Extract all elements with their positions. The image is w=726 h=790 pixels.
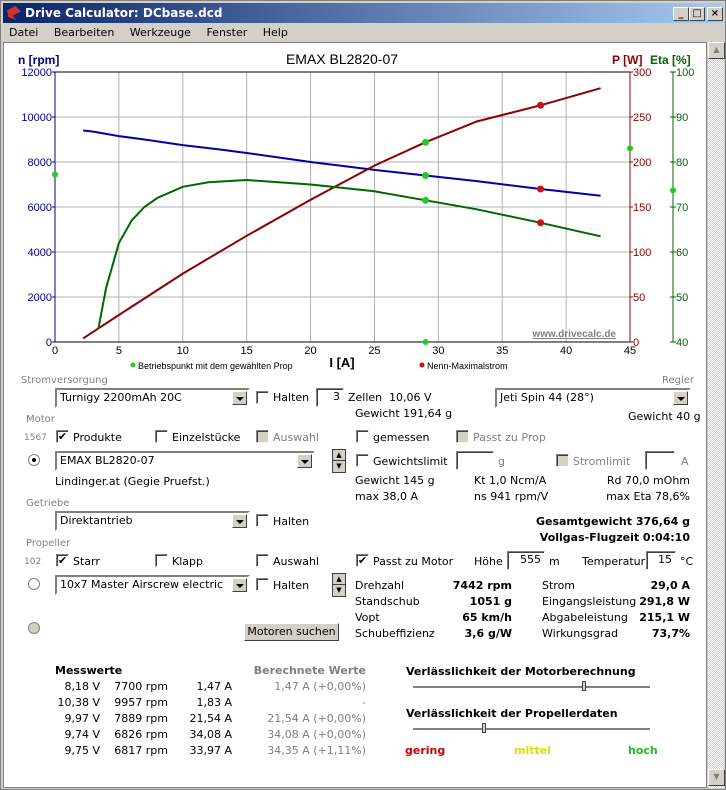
section-label-gearbox: Getriebe	[26, 498, 70, 509]
extra-radio[interactable]	[28, 622, 40, 634]
result-label: Strom	[542, 579, 576, 592]
result-value: 3,6 g/W	[464, 627, 512, 640]
arrow-down-icon[interactable]: ▼	[336, 462, 342, 470]
prop-reliability-label: Verlässlichkeit der Propellerdaten	[406, 707, 618, 720]
series-line	[83, 131, 601, 196]
menu-werkzeuge[interactable]: Werkzeuge	[129, 26, 191, 39]
motor-measured-checkbox[interactable]	[356, 430, 369, 443]
altitude-unit: m	[549, 555, 560, 568]
menu-datei[interactable]: Datei	[9, 26, 39, 39]
menu-bearbeiten[interactable]: Bearbeiten	[53, 26, 115, 39]
operating-point-marker	[422, 172, 429, 179]
motor-reliability-thumb[interactable]	[582, 681, 586, 691]
y-tick-label-rpm: 12000	[21, 67, 52, 79]
total-weight: Gesamtgewicht 376,64 g	[535, 515, 690, 528]
motor-fits-prop-label: Passt zu Prop	[473, 431, 546, 444]
calculated-header: Berechnete Werte	[253, 664, 366, 677]
y-tick-label-eta: 80	[676, 157, 689, 169]
result-label: Vopt	[355, 611, 380, 624]
measurement-rpm: 6817 rpm	[114, 744, 168, 757]
motor-rd: Rd 70,0 mOhm	[606, 474, 690, 487]
menu-fenster[interactable]: Fenster	[206, 26, 248, 39]
motor-max-eta: max Eta 78,6%	[606, 490, 690, 503]
arrow-up-icon[interactable]: ▲	[333, 574, 345, 585]
propeller-count: 102	[24, 557, 42, 567]
x-tick-label: 10	[176, 345, 189, 357]
motor-value: EMAX BL2820-07	[60, 454, 155, 467]
measurement-calc: 34,08 A (+0,00%)	[267, 728, 366, 741]
y-axis-label-eta: Eta [%]	[650, 53, 691, 67]
temperature-label: Temperatur	[582, 555, 646, 568]
prop-selection-checkbox[interactable]	[256, 554, 269, 567]
controller-select[interactable]	[495, 388, 691, 408]
y-tick-label-power: 50	[633, 292, 646, 304]
operating-point-marker	[422, 139, 429, 146]
measurement-v: 8,18 V	[64, 680, 100, 693]
result-value: 291,8 W	[639, 595, 690, 608]
section-label-power: Stromversorgung	[21, 375, 108, 386]
motor-fits-prop-checkbox[interactable]	[456, 430, 469, 443]
measurement-rpm: 7889 rpm	[114, 712, 168, 725]
y-tick-label-eta: 50	[676, 292, 689, 304]
motor-selection-label: Auswahl	[273, 431, 319, 444]
y-tick-label-eta: 90	[676, 112, 689, 124]
y-tick-label-power: 300	[633, 67, 652, 79]
menu-bar	[3, 23, 723, 42]
current-limit-checkbox[interactable]	[556, 454, 569, 467]
x-tick-label: 5	[115, 345, 122, 357]
result-value: 29,0 A	[650, 579, 690, 592]
arrow-down-icon[interactable]: ▼	[336, 586, 342, 594]
max-current-marker	[537, 186, 544, 193]
measurement-a: 1,83 A	[196, 696, 232, 709]
series-line	[98, 180, 600, 329]
result-label: Standschub	[355, 595, 420, 608]
weight-limit-input[interactable]	[456, 451, 494, 470]
prop-selection-label: Auswahl	[273, 555, 319, 568]
result-label: Wirkungsgrad	[542, 627, 619, 640]
measurements-header: Messwerte	[55, 664, 123, 677]
measurement-calc: 1,47 A (+0,00%)	[274, 680, 366, 693]
y-tick-label-rpm: 2000	[27, 292, 52, 304]
prop-reliability-thumb[interactable]	[482, 723, 486, 733]
measurement-rpm: 6826 rpm	[114, 728, 168, 741]
propeller-select[interactable]	[55, 575, 250, 595]
weight-limit-unit: g	[498, 455, 505, 468]
performance-chart	[4, 43, 707, 383]
x-tick-label: 30	[432, 345, 445, 357]
legend-dot-operating-point	[131, 363, 136, 368]
y-axis-label-power: P [W]	[612, 53, 643, 67]
axis-marker-rpm	[52, 172, 58, 178]
result-value: 215,1 W	[639, 611, 690, 624]
altitude-label: Höhe	[474, 555, 503, 568]
propeller-spinner[interactable]	[332, 573, 346, 597]
motor-measured-label: gemessen	[373, 431, 430, 444]
motor-radio[interactable]	[28, 454, 40, 466]
legend-operating-point: Betriebspunkt mit dem gewählten Prop	[138, 361, 293, 371]
x-tick-label: 25	[368, 345, 381, 357]
y-tick-label-eta: 100	[676, 67, 695, 79]
motor-ns: ns 941 rpm/V	[474, 490, 549, 503]
result-label: Schubeffizienz	[355, 627, 435, 640]
y-tick-label-power: 200	[633, 157, 652, 169]
close-button[interactable]: ×	[707, 7, 723, 21]
app-icon	[7, 6, 21, 20]
prop-folding-label: Klapp	[172, 555, 203, 568]
chevron-down-icon[interactable]	[232, 514, 247, 528]
gearbox-select[interactable]	[55, 511, 250, 531]
prop-rigid-checkbox[interactable]: ✔	[57, 554, 68, 567]
motor-select[interactable]	[55, 451, 315, 471]
section-label-propeller: Propeller	[26, 538, 71, 549]
y-tick-label-rpm: 6000	[27, 202, 52, 214]
result-label: Drehzahl	[355, 579, 405, 592]
y-tick-label-power: 100	[633, 247, 652, 259]
altitude-input[interactable]: 555	[507, 551, 545, 570]
y-axis-label-rpm: n [rpm]	[18, 53, 60, 67]
y-tick-label-rpm: 10000	[21, 112, 52, 124]
x-tick-label: 0	[51, 345, 59, 357]
axis-marker-eta	[670, 187, 676, 193]
window-title: Drive Calculator: DCbase.dcd	[25, 6, 223, 20]
flight-time: Vollgas-Flugzeit 0:04:10	[539, 531, 690, 544]
result-value: 73,7%	[651, 627, 690, 640]
battery-weight: Gewicht 191,64 g	[355, 407, 453, 420]
axis-marker-power	[627, 145, 633, 151]
prop-hold-checkbox[interactable]	[256, 578, 269, 591]
title-bar[interactable]	[3, 3, 723, 23]
legend-dot-max-current	[420, 363, 425, 368]
motor-products-label: Produkte	[73, 431, 122, 444]
minimize-button[interactable]: _	[673, 7, 689, 21]
measurement-rpm: 7700 rpm	[114, 680, 168, 693]
measurement-v: 9,74 V	[64, 728, 100, 741]
motor-kt: Kt 1,0 Ncm/A	[474, 474, 547, 487]
prop-rigid-label: Starr	[73, 555, 100, 568]
motor-source: Lindinger.at (Gegie Pruefst.)	[55, 475, 210, 488]
y-tick-label-eta: 70	[676, 202, 689, 214]
motor-reliability-slider[interactable]	[413, 686, 650, 689]
gearbox-value: Direktantrieb	[60, 514, 133, 527]
y-tick-label-rpm: 0	[45, 337, 52, 349]
chevron-down-icon[interactable]	[232, 391, 247, 405]
measurement-calc: -	[362, 696, 366, 709]
max-current-marker	[537, 102, 544, 109]
measurement-rpm: 9957 rpm	[114, 696, 168, 709]
x-tick-label: 40	[559, 345, 573, 357]
measurement-a: 21,54 A	[189, 712, 232, 725]
battery-voltage: 10,06 V	[389, 391, 432, 404]
motor-count: 1567	[24, 433, 47, 443]
y-tick-label-eta: 60	[676, 247, 689, 259]
prop-hold-label: Halten	[273, 579, 310, 592]
cells-label: Zellen	[348, 391, 383, 404]
measurement-a: 33,97 A	[189, 744, 232, 757]
prop-fits-motor-label: Passt zu Motor	[373, 555, 454, 568]
weight-limit-checkbox[interactable]	[356, 454, 369, 467]
result-label: Eingangsleistung	[542, 595, 637, 608]
motor-max-current: max 38,0 A	[355, 490, 418, 503]
scroll-down-button[interactable]: ▼	[708, 769, 725, 786]
measurement-a: 34,08 A	[189, 728, 232, 741]
reliability-high-label: hoch	[628, 744, 658, 757]
x-tick-label: 45	[623, 345, 637, 357]
current-limit-label: Stromlimit	[573, 455, 631, 468]
y-tick-label-power: 250	[633, 112, 652, 124]
result-value: 1051 g	[469, 595, 512, 608]
x-tick-label: 15	[240, 345, 253, 357]
reliability-low-label: gering	[405, 744, 446, 757]
chevron-down-icon[interactable]	[673, 391, 688, 405]
series-line	[83, 88, 601, 338]
motor-weight: Gewicht 145 g	[355, 474, 435, 487]
motor-spinner[interactable]	[332, 449, 346, 473]
operating-point-marker	[422, 197, 429, 204]
battery-value: Turnigy 2200mAh 20C	[60, 391, 182, 404]
current-limit-input[interactable]	[645, 451, 675, 470]
legend-max-current: Nenn-Maximalstrom	[427, 361, 508, 371]
propeller-radio[interactable]	[28, 578, 40, 590]
result-value: 65 km/h	[462, 611, 512, 624]
chart-title: EMAX BL2820-07	[285, 51, 399, 67]
search-motors-button[interactable]: Motoren suchen	[244, 623, 339, 641]
y-tick-label-eta: 40	[676, 337, 689, 349]
motor-single-checkbox[interactable]	[155, 430, 168, 443]
prop-folding-checkbox[interactable]	[155, 554, 168, 567]
axis-marker-current	[423, 339, 429, 345]
max-current-marker	[537, 219, 544, 226]
battery-hold-label: Halten	[273, 391, 310, 404]
cells-input[interactable]: 3	[316, 388, 344, 407]
controller-value: Jeti Spin 44 (28°)	[500, 391, 594, 404]
chevron-down-icon[interactable]	[297, 454, 312, 468]
measurement-calc: 34,35 A (+1,11%)	[267, 744, 366, 757]
weight-limit-label: Gewichtslimit	[373, 455, 448, 468]
prop-fits-motor-checkbox[interactable]: ✔	[357, 554, 368, 567]
vertical-scrollbar[interactable]	[707, 42, 724, 788]
scroll-up-button[interactable]: ▲	[708, 42, 725, 59]
maximize-button[interactable]: □	[689, 7, 705, 21]
x-tick-label: 20	[304, 345, 317, 357]
main-panel	[3, 42, 707, 788]
section-label-motor: Motor	[26, 414, 55, 425]
y-tick-label-rpm: 4000	[27, 247, 52, 259]
motor-selection-checkbox[interactable]	[256, 430, 269, 443]
watermark: www.drivecalc.de	[532, 329, 616, 340]
menu-help[interactable]: Help	[262, 26, 288, 39]
section-label-controller: Regler	[662, 375, 695, 386]
measurement-v: 9,75 V	[64, 744, 100, 757]
battery-hold-checkbox[interactable]	[256, 391, 269, 404]
gearbox-hold-checkbox[interactable]	[256, 514, 269, 527]
measurement-calc: 21,54 A (+0,00%)	[267, 712, 366, 725]
current-limit-unit: A	[681, 455, 689, 468]
prop-reliability-slider[interactable]	[413, 728, 650, 731]
y-tick-label-power: 150	[633, 202, 652, 214]
temperature-input[interactable]: 15	[646, 551, 676, 570]
temperature-unit: °C	[680, 555, 694, 568]
chevron-down-icon[interactable]	[232, 578, 247, 592]
x-tick-label: 35	[496, 345, 509, 357]
result-value: 7442 rpm	[452, 579, 512, 592]
battery-select[interactable]	[55, 388, 250, 408]
x-axis-label: I [A]	[329, 355, 355, 370]
controller-weight: Gewicht 40 g	[628, 410, 701, 423]
result-label: Abgabeleistung	[542, 611, 628, 624]
arrow-up-icon[interactable]: ▲	[333, 450, 345, 461]
measurement-v: 9,97 V	[64, 712, 100, 725]
motor-products-checkbox[interactable]: ✔	[57, 430, 68, 443]
measurement-a: 1,47 A	[196, 680, 232, 693]
motor-single-label: Einzelstücke	[172, 431, 241, 444]
measurement-v: 10,38 V	[57, 696, 100, 709]
propeller-value: 10x7 Master Airscrew electric	[60, 578, 224, 591]
gearbox-hold-label: Halten	[273, 515, 310, 528]
motor-reliability-label: Verlässlichkeit der Motorberechnung	[406, 665, 636, 678]
y-tick-label-rpm: 8000	[27, 157, 52, 169]
reliability-mid-label: mittel	[514, 744, 551, 757]
y-tick-label-power: 0	[633, 337, 640, 349]
